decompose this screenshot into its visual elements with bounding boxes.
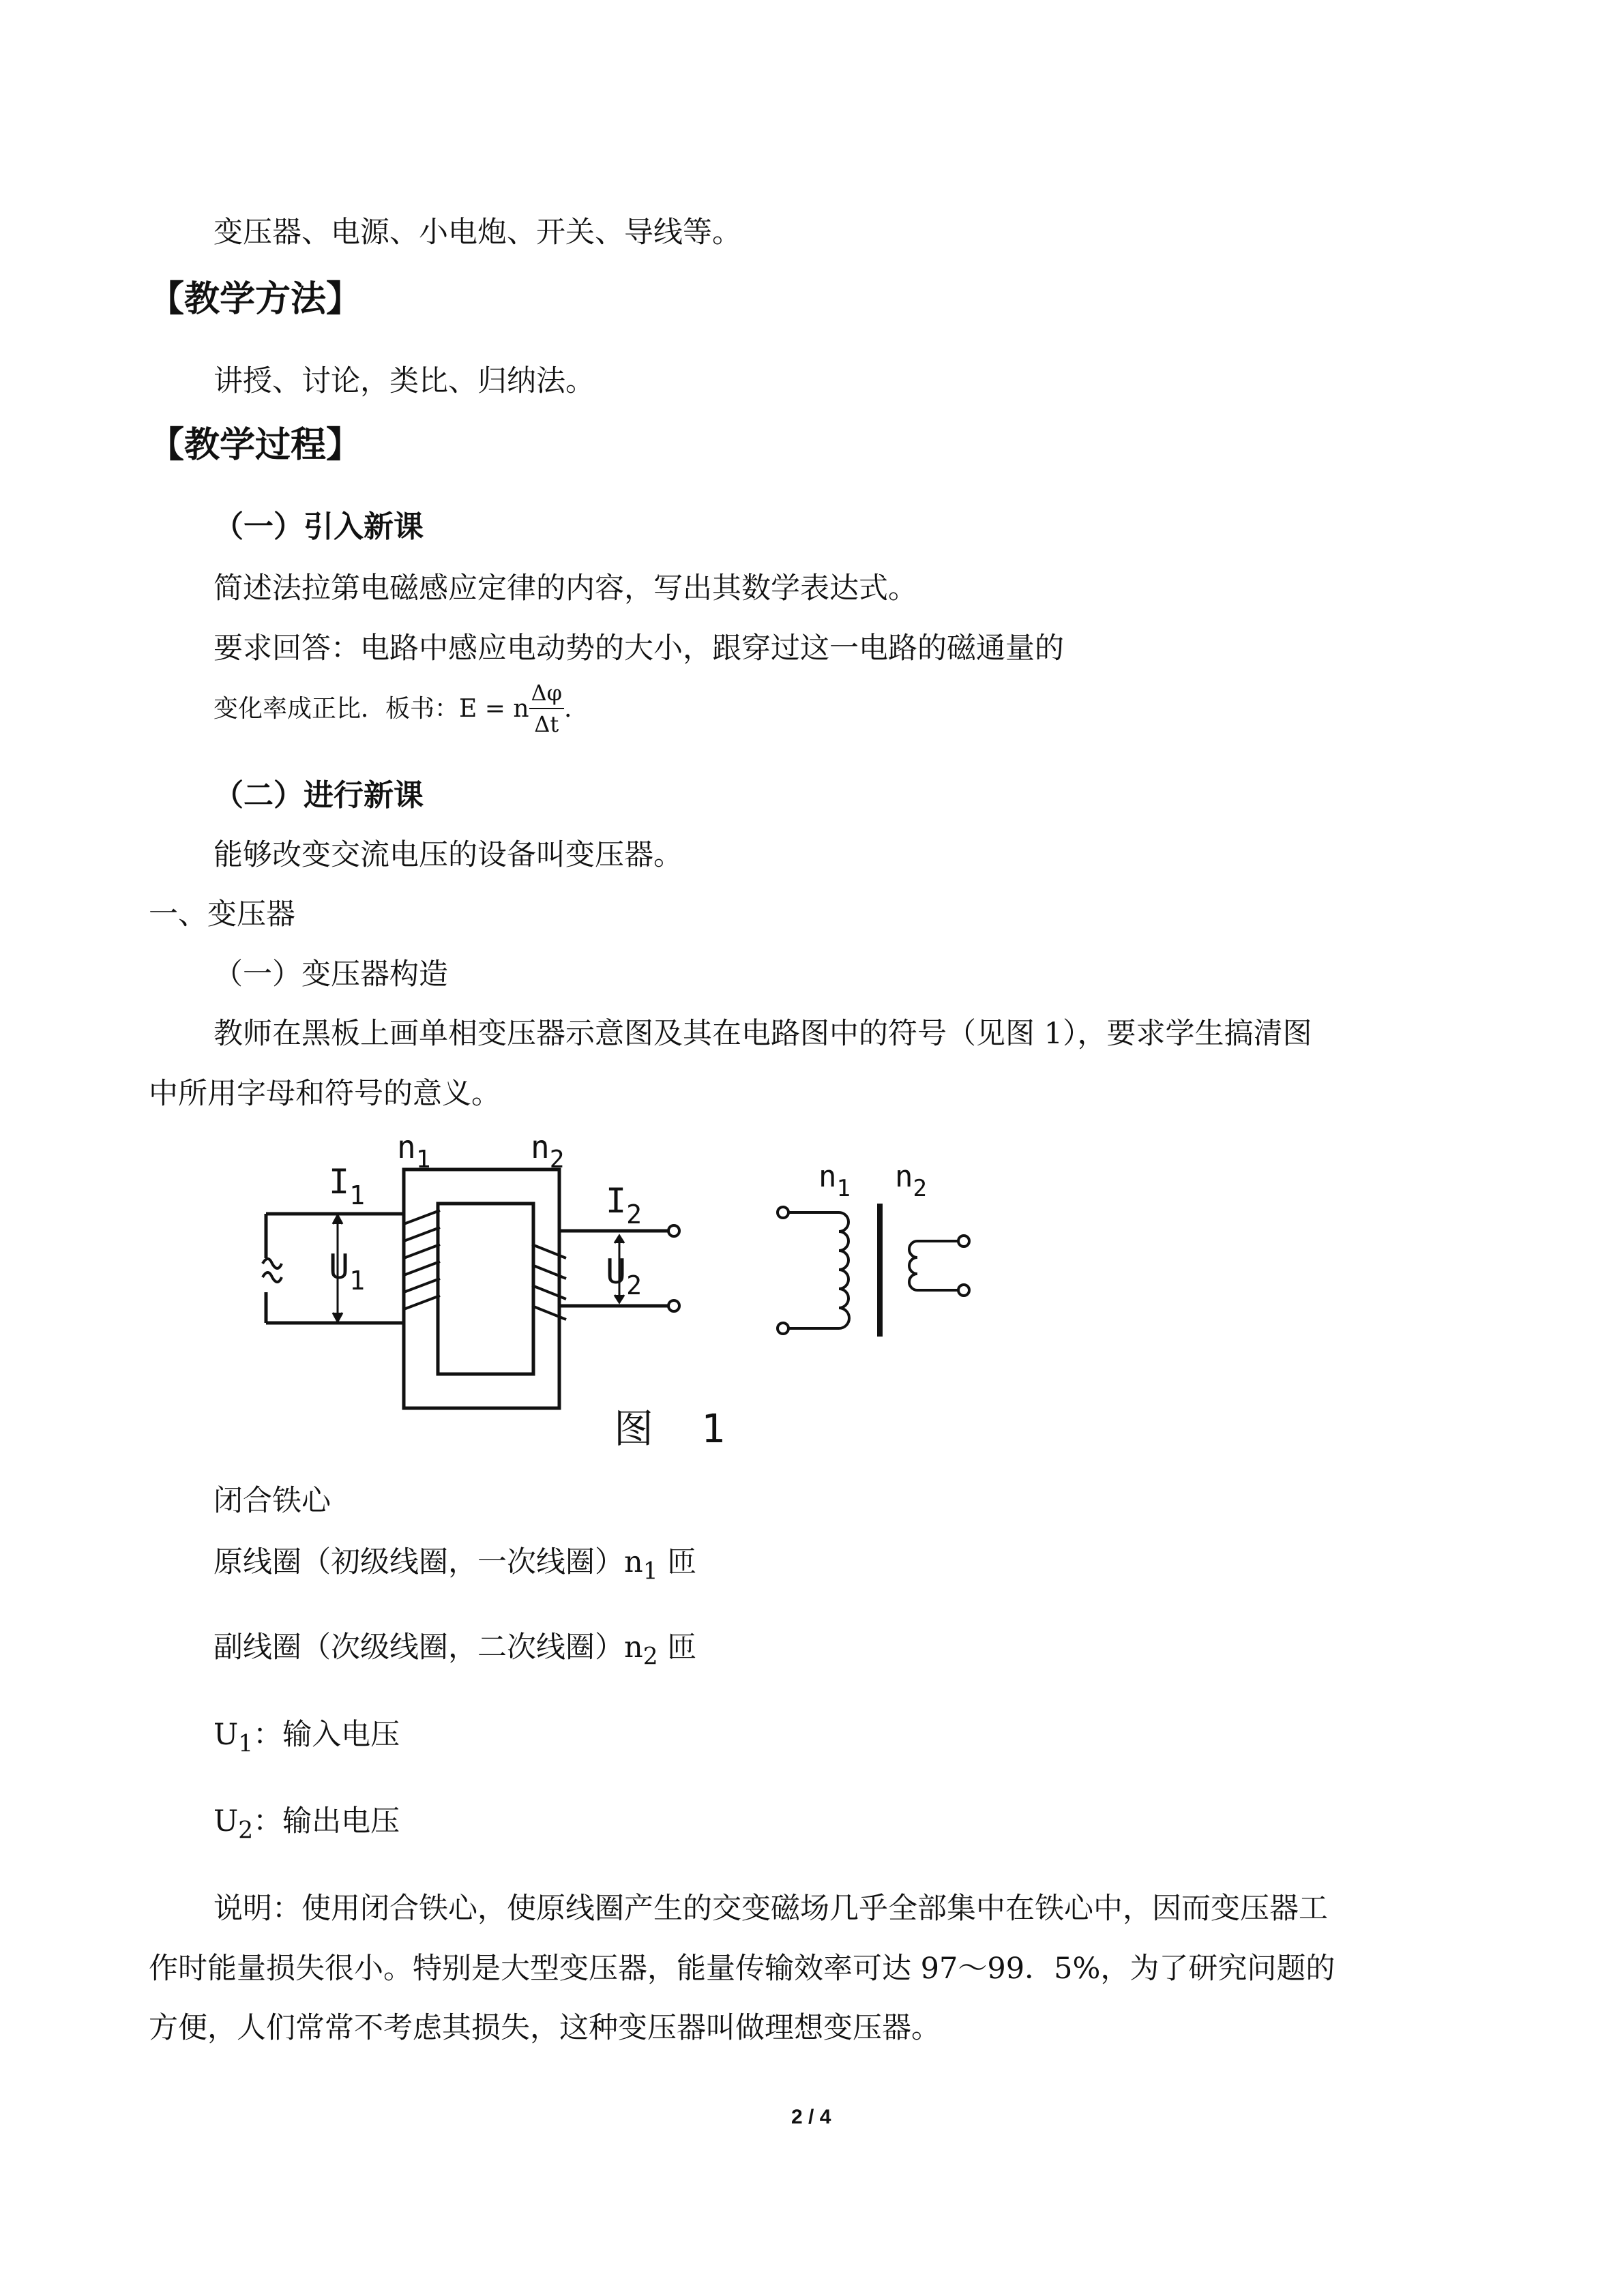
def-secondary: 副线圈（次级线圈，二次线圈）$n_2$ 匝: [213, 1630, 697, 1671]
figure-caption-char: 图: [614, 1405, 654, 1452]
output-terminal-bottom: [668, 1300, 679, 1311]
def-u2: $U_2$：输出电压: [213, 1804, 400, 1845]
intro-paragraph-line2: 中所用字母和符号的意义。: [149, 1077, 501, 1111]
figure-caption: [614, 1397, 725, 1454]
formula-numerator: Δφ: [529, 682, 565, 709]
formula-fraction: [529, 682, 565, 736]
section-heading: 一、变压器: [149, 897, 295, 931]
formula-end: .: [564, 694, 572, 723]
def-u1: $U_1$：输入电压: [213, 1718, 400, 1758]
intro-paragraph-line1: 教师在黑板上画单相变压器示意图及其在电路图中的符号（见图 1），要求学生搞清图: [213, 1017, 1312, 1051]
u1-label: $U_1$: [329, 1247, 365, 1296]
def-primary: 原线圈（初级线圈，一次线圈）$n_1$ 匝: [213, 1545, 697, 1585]
method-heading: 【教学方法】: [149, 278, 362, 320]
intro-line3: [213, 682, 572, 736]
primary-coil: [404, 1210, 440, 1309]
def-core: 闭合铁心: [213, 1484, 331, 1518]
intro-line1: 简述法拉第电磁感应定律的内容，写出其数学表达式。: [213, 571, 917, 606]
output-terminal-top: [668, 1225, 679, 1236]
iron-core-window: [438, 1204, 533, 1374]
symbol-n1-label: $n_1$: [818, 1159, 851, 1202]
page-number: 2 / 4: [791, 2106, 831, 2128]
symbol-primary-leads: [788, 1212, 839, 1328]
symbol-terminal-bottom: [778, 1323, 788, 1334]
figure-caption-num: 1: [700, 1405, 725, 1452]
symbol-n2-label: $n_2$: [895, 1159, 927, 1202]
method-text: 讲授、讨论，类比、归纳法。: [213, 364, 595, 398]
symbol-primary-coil: [839, 1212, 849, 1328]
intro-heading: （一）引入新课: [213, 509, 424, 544]
symbol-output-bottom: [958, 1285, 969, 1296]
n1-label: $n_1$: [397, 1132, 431, 1174]
ac-source-icon: [263, 1259, 282, 1282]
symbol-secondary-coil: [909, 1241, 958, 1290]
newlesson-heading: （二）进行新课: [213, 778, 424, 813]
u2-label: $U_2$: [606, 1252, 642, 1300]
materials-text: 变压器、电源、小电炮、开关、导线等。: [213, 215, 741, 250]
intro-line3-text: 变化率成正比．板书：: [213, 694, 460, 723]
i2-label: $I_2$: [606, 1181, 642, 1229]
i1-label: $I_1$: [329, 1162, 365, 1210]
formula-denominator: Δt: [534, 711, 559, 737]
explain-line3: 方便，人们常常不考虑其损失，这种变压器叫做理想变压器。: [149, 2011, 941, 2045]
explain-line1: 说明：使用闭合铁心，使原线圈产生的交变磁场几乎全部集中在铁心中，因而变压器工: [213, 1892, 1328, 1926]
n2-label: $n_2$: [531, 1132, 565, 1174]
intro-line2: 要求回答：电路中感应电动势的大小，跟穿过这一电路的磁通量的: [213, 631, 1064, 666]
symbol-output-top: [958, 1236, 969, 1247]
newlesson-line1: 能够改变交流电压的设备叫变压器。: [213, 838, 683, 872]
process-heading: 【教学过程】: [149, 424, 362, 466]
explain-line2: 作时能量损失很小。特别是大型变压器，能量传输效率可达 97～99．5%，为了研究问题的: [149, 1952, 1335, 1986]
symbol-terminal-top: [778, 1207, 788, 1218]
formula-lhs: E = n: [459, 694, 529, 723]
subsection-heading: （一）变压器构造: [213, 957, 448, 992]
